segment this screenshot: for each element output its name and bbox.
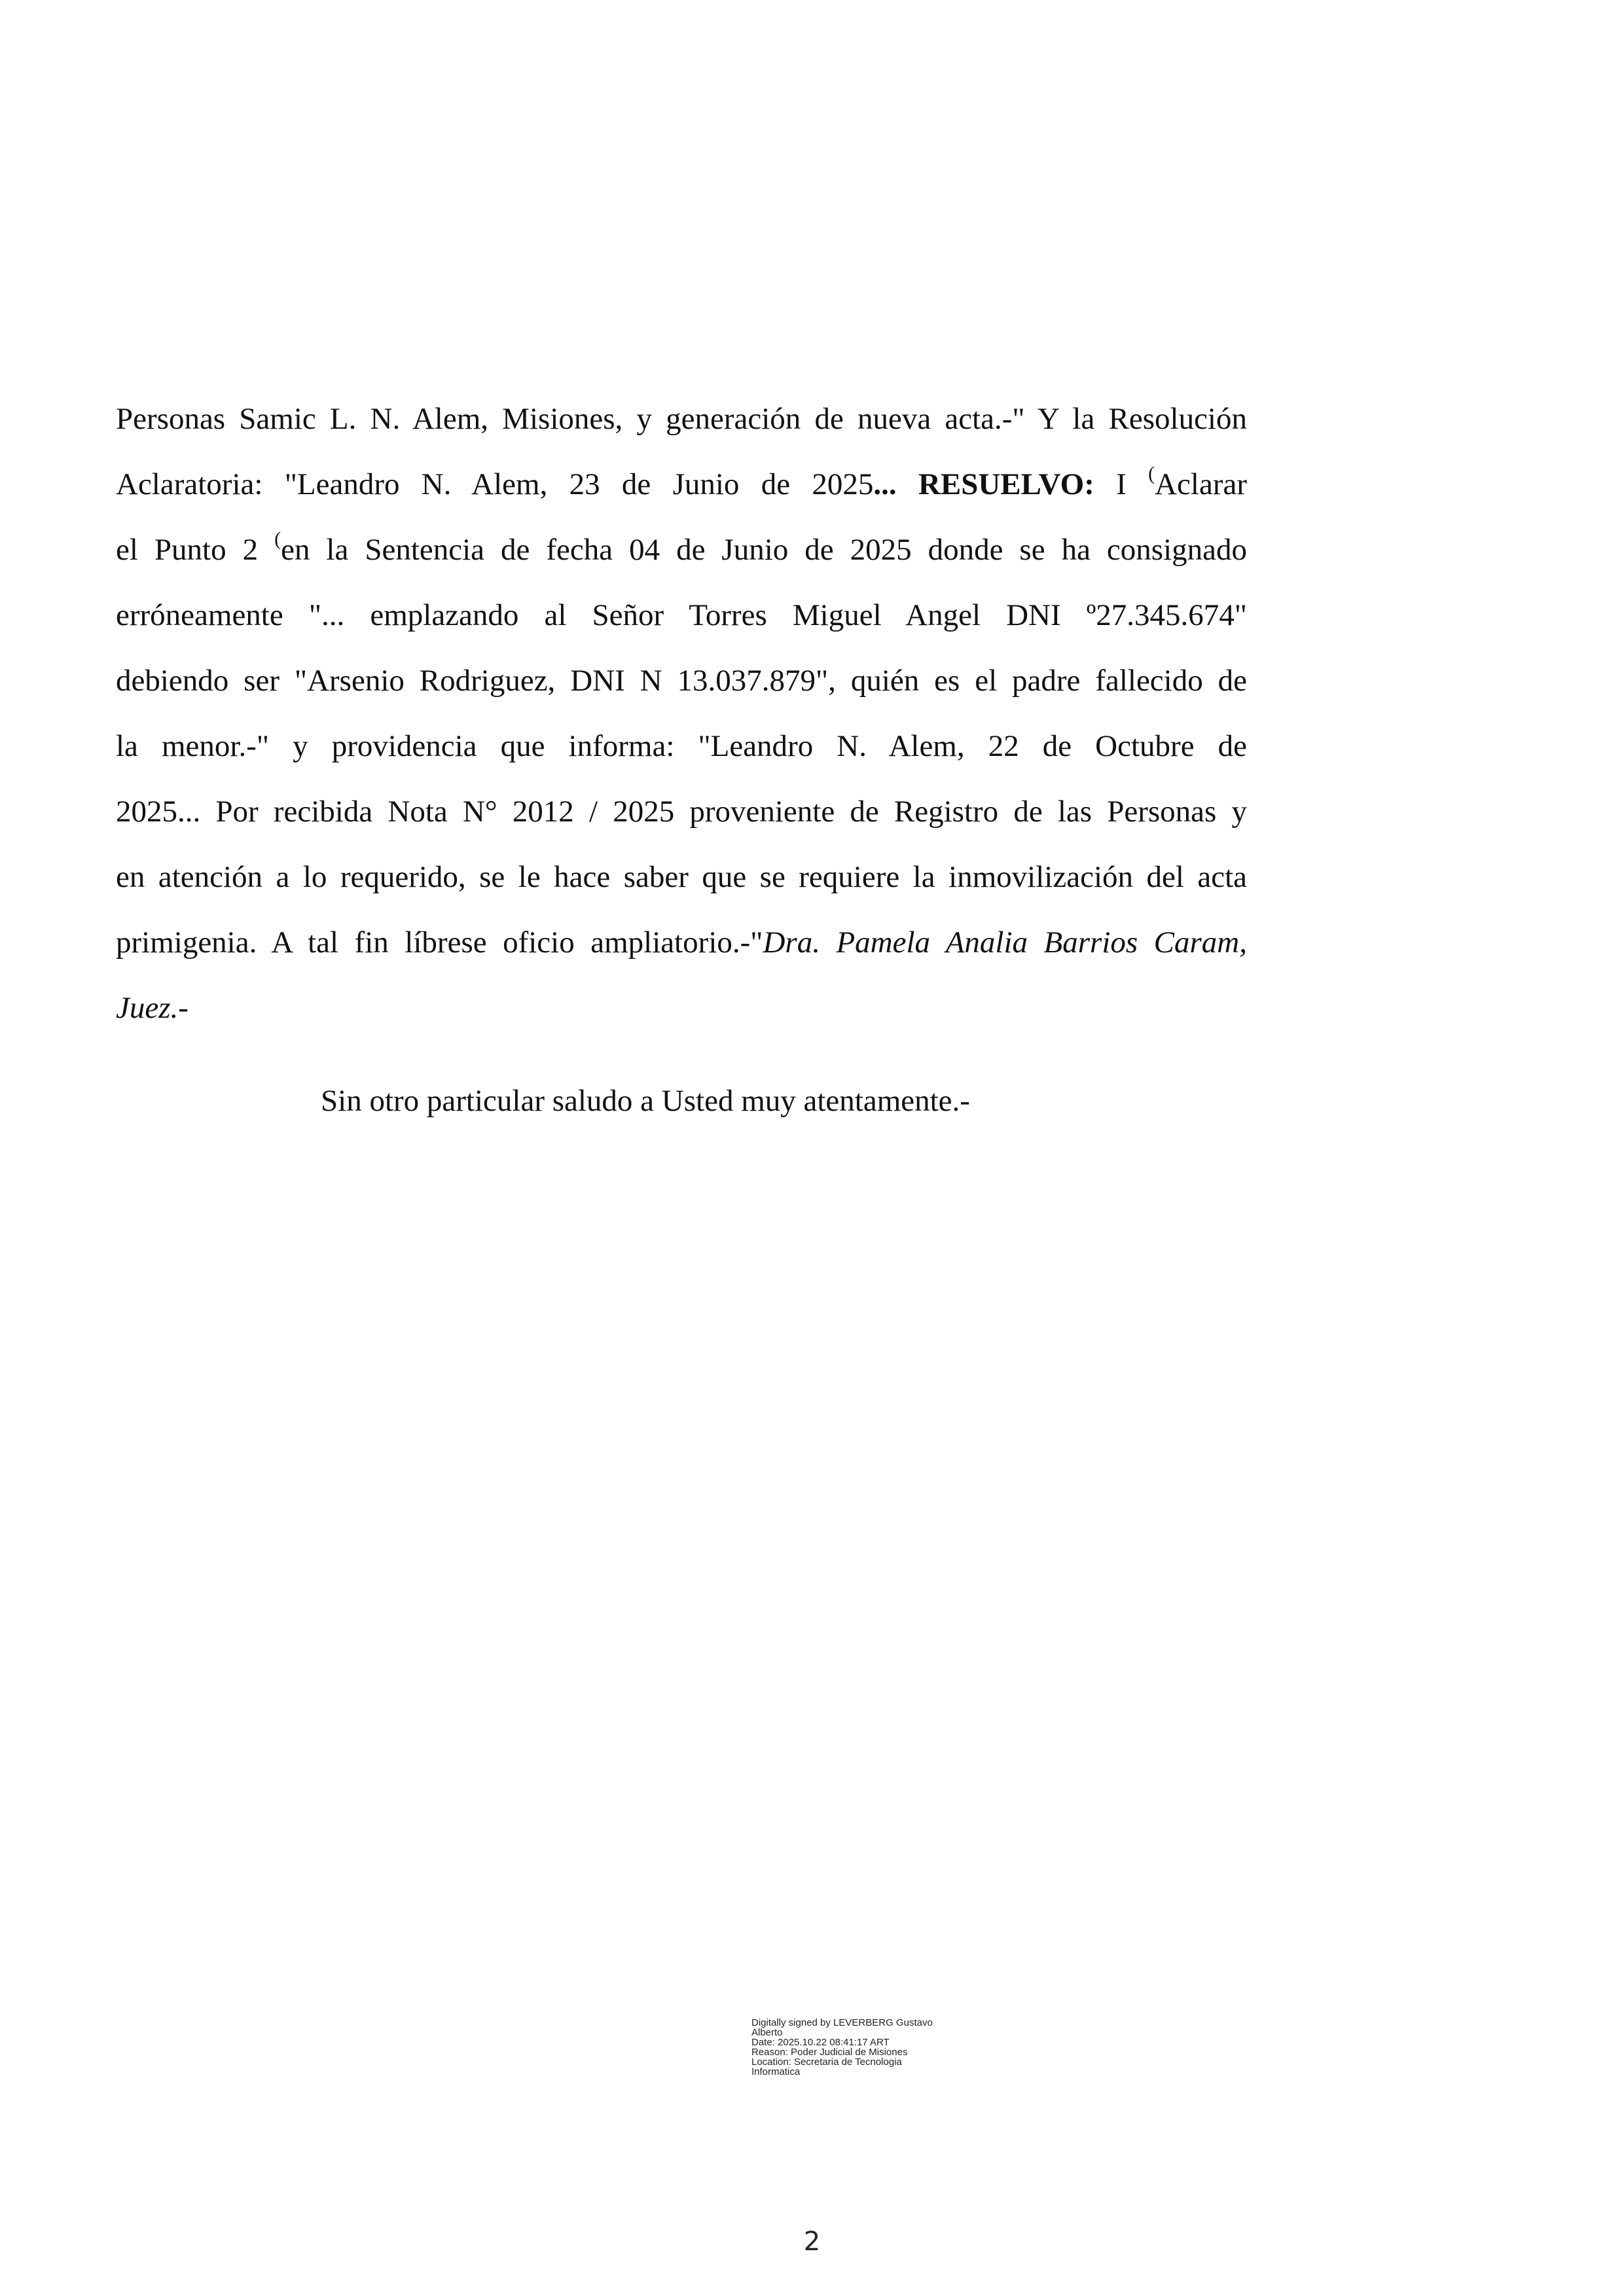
closing-salutation: Sin otro particular saludo a Usted muy atentamente.- [321,1084,970,1118]
body-line-10 [116,975,1247,1041]
body-text-run: Aclarar [1155,467,1247,501]
body-line-3 [116,517,1247,583]
signature-reason: Reason: Poder Judicial de Misiones [751,2047,908,2058]
body-line-6 [116,713,1247,779]
signature-location-cont: Informatica [751,2066,801,2077]
superscript-mark: ( [274,528,281,550]
body-line-9 [116,910,1247,975]
body-line-8 [116,844,1247,910]
body-text-run: la menor.-" y providencia que informa: "Leandro N. Alem, 22 de Octubre de [116,729,1247,763]
judge-title: Juez.- [116,991,189,1025]
body-text-run: erróneamente "... emplazando al Señor Torres Miguel Angel DNI º27.345.674" [116,598,1247,632]
body-text-run: primigenia. A tal fin líbrese oficio ampliatorio.-" [116,925,763,960]
body-text-run: Personas Samic L. N. Alem, Misiones, y generación de nueva acta.-" Y la Resolución [116,402,1247,436]
body-line-7 [116,779,1247,844]
body-line-1 [116,386,1247,452]
body-text-run: Aclaratoria: "Leandro N. Alem, 23 de Junio de 2025 [116,467,874,501]
body-paragraph [116,386,1247,1041]
signature-date: Date: 2025.10.22 08:41:17 ART [751,2037,890,2048]
digital-signature-block [751,2018,987,2077]
body-text-run: I [1094,467,1149,501]
body-text-run: en atención a lo requerido, se le hace saber que se requiere la inmovilización del acta [116,860,1247,894]
signature-signer-line: Digitally signed by LEVERBERG Gustavo [751,2017,933,2028]
signature-signer-line-cont: Alberto [751,2027,783,2038]
judge-name: Dra. Pamela Analia Barrios Caram, [763,925,1247,960]
body-text-run: el Punto 2 [116,533,275,567]
superscript-mark: ( [1148,463,1155,484]
resuelvo-heading: ... RESUELVO: [873,467,1094,501]
body-text-run: 2025... Por recibida Nota N° 2012 / 2025 proveniente de Registro de las Personas y [116,795,1247,829]
body-line-4 [116,583,1247,648]
signature-location: Location: Secretaria de Tecnologia [751,2056,902,2068]
body-text-run: en la Sentencia de fecha 04 de Junio de 2025 donde se ha consignado [281,533,1247,567]
body-line-2 [116,452,1247,517]
body-line-5 [116,648,1247,713]
page-number: 2 [803,2227,821,2257]
body-text-run: debiendo ser "Arsenio Rodriguez, DNI N 13.037.879", quién es el padre fallecido de [116,664,1247,698]
